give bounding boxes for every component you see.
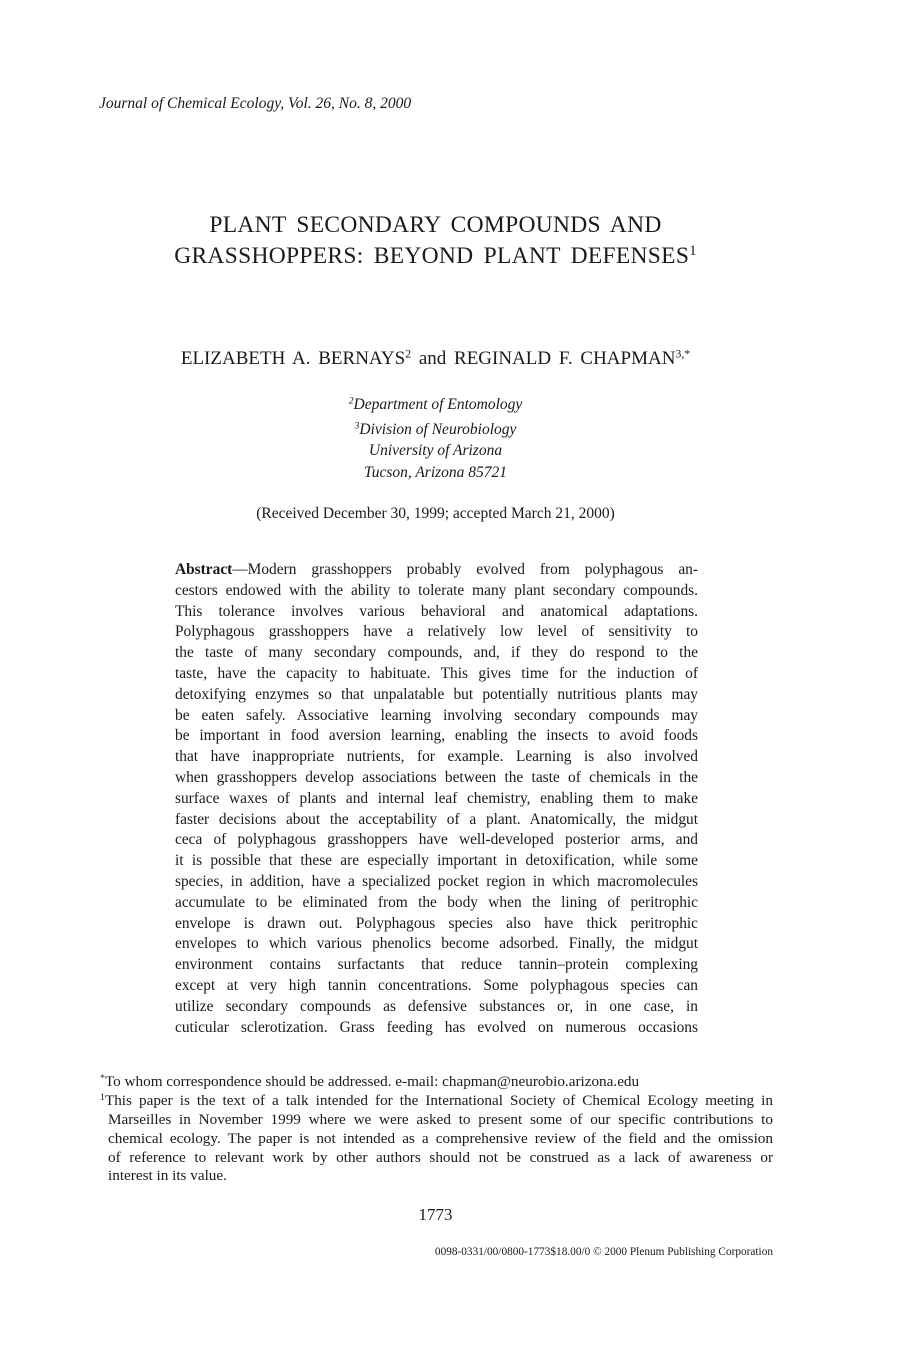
abstract-line [175, 747, 698, 768]
abstract-text: except at very high tannin concentrations. Some polyphagous species can [175, 976, 698, 994]
paper-title-line-1 [0, 212, 871, 239]
footnote-text: This paper is the text of a talk intended for the International Society of Chemical Ecology meeting in [104, 1091, 773, 1109]
abstract-text: —Modern grasshoppers probably evolved from polyphagous an- [232, 561, 698, 578]
abstract-text: surface waxes of plants and internal leaf chemistry, enabling them to make [175, 789, 698, 807]
abstract-line [175, 810, 698, 831]
abstract-text: detoxifying enzymes so that unpalatable but potentially nutritious plants may [175, 685, 698, 703]
footnote-line [100, 1149, 773, 1168]
abstract-text: This tolerance involves various behavioral and anatomical adaptations. [175, 602, 698, 620]
abstract-line [175, 726, 698, 747]
footnote-text: To whom correspondence should be addressed. e-mail: chapman@neurobio.arizona.edu [104, 1073, 640, 1090]
affiliation-mark: 2 [348, 395, 354, 407]
abstract-text: environment contains surfactants that reduce tannin–protein complexing [175, 956, 698, 974]
authors [0, 348, 871, 370]
footnote-line [100, 1092, 773, 1111]
abstract-line [175, 851, 698, 872]
footnote-correspondence [100, 1073, 773, 1092]
footnote-text: interest in its value. [108, 1167, 227, 1185]
abstract-line [175, 643, 698, 664]
abstract-text: species, in addition, have a specialized pocket region in which macromolecules [175, 872, 698, 890]
title-text: GRASSHOPPERS: BEYOND PLANT DEFENSES [174, 243, 690, 269]
abstract-line [175, 872, 698, 893]
abstract-text: envelope is drawn out. Polyphagous species also have thick peritrophic [175, 914, 698, 932]
affiliation-text: Division of Neurobiology [359, 421, 517, 438]
abstract-line [175, 560, 698, 581]
author-name: ELIZABETH A. BERNAYS [180, 348, 406, 369]
footnote-mark: 1 [100, 1091, 105, 1103]
footnote-text: Marseilles in November 1999 where we were asked to present some of our specific contributions to [108, 1110, 773, 1128]
footnote-text: of reference to relevant work by other authors should not be construed as a lack of awareness or [108, 1148, 773, 1166]
copyright-line: 0098-0331/00/0800-1773$18.00/0 © 2000 Plenum Publishing Corporation [434, 1246, 773, 1258]
abstract-line [175, 789, 698, 810]
abstract-line [175, 893, 698, 914]
footnotes [100, 1073, 773, 1186]
abstract-label: Abstract [175, 561, 233, 578]
abstract-line [175, 976, 698, 997]
abstract-line [175, 914, 698, 935]
abstract-text: Polyphagous grasshoppers have a relatively low level of sensitivity to [175, 623, 698, 641]
affiliation [0, 396, 871, 414]
footnote-mark: 1 [689, 243, 697, 259]
author-conjunction: and [418, 348, 447, 369]
footnote-line [100, 1130, 773, 1149]
abstract-line [175, 934, 698, 955]
abstract-line [175, 955, 698, 976]
abstract-text: ceca of polyphagous grasshoppers have well-developed posterior arms, and [175, 831, 698, 849]
footnote-text: chemical ecology. The paper is not intended as a comprehensive review of the field and the omission [108, 1129, 773, 1147]
abstract-text: taste, have the capacity to habituate. This gives time for the induction of [175, 664, 698, 682]
journal-citation: Journal of Chemical Ecology, Vol. 26, No. 8, 2000 [99, 95, 412, 112]
received-dates: (Received December 30, 1999; accepted March 21, 2000) [256, 505, 615, 522]
abstract [175, 560, 698, 1038]
abstract-text: the taste of many secondary compounds, and, if they do respond to the [175, 644, 698, 662]
footnote-mark: * [100, 1073, 105, 1085]
affiliation [0, 421, 871, 439]
affiliation-mark: 3 [354, 420, 360, 432]
abstract-text: envelopes to which various phenolics become adsorbed. Finally, the midgut [175, 935, 698, 953]
abstract-text: that have inappropriate nutrients, for example. Learning is also involved [175, 748, 698, 766]
footnote-line [100, 1111, 773, 1130]
abstract-line [175, 706, 698, 727]
abstract-line [175, 602, 698, 623]
page-number: 1773 [418, 1205, 453, 1224]
abstract-line [175, 685, 698, 706]
footnote-line [100, 1167, 773, 1186]
abstract-line [175, 1018, 698, 1039]
abstract-line [175, 768, 698, 789]
abstract-line [175, 664, 698, 685]
abstract-line [175, 581, 698, 602]
abstract-text: it is possible that these are especially important in detoxification, while some [175, 852, 698, 870]
affiliation-mark: 3,* [675, 347, 691, 361]
abstract-text: cestors endowed with the ability to tolerate many plant secondary compounds. [175, 581, 698, 599]
affiliation-university: University of Arizona [368, 442, 503, 459]
abstract-text: when grasshoppers develop associations between the taste of chemicals in the [175, 768, 698, 786]
abstract-text: be important in food aversion learning, enabling the insects to avoid foods [175, 727, 698, 745]
abstract-text: be eaten safely. Associative learning involving secondary compounds may [175, 706, 698, 724]
affiliation-mark: 2 [405, 347, 412, 361]
abstract-line [175, 830, 698, 851]
author-name: REGINALD F. CHAPMAN [454, 348, 676, 369]
abstract-text: accumulate to be eliminated from the body when the lining of peritrophic [175, 893, 698, 911]
affiliation-city: Tucson, Arizona 85721 [363, 464, 508, 481]
abstract-line [175, 997, 698, 1018]
abstract-text: cuticular sclerotization. Grass feeding has evolved on numerous occasions [175, 1018, 698, 1036]
abstract-text: utilize secondary compounds as defensive substances or, in one case, in [175, 997, 698, 1015]
title-text: PLANT SECONDARY COMPOUNDS AND [209, 212, 662, 238]
paper-title-line-2 [0, 243, 871, 270]
affiliation-text: Department of Entomology [353, 396, 523, 413]
abstract-text: faster decisions about the acceptability of a plant. Anatomically, the midgut [175, 810, 698, 828]
abstract-line [175, 622, 698, 643]
